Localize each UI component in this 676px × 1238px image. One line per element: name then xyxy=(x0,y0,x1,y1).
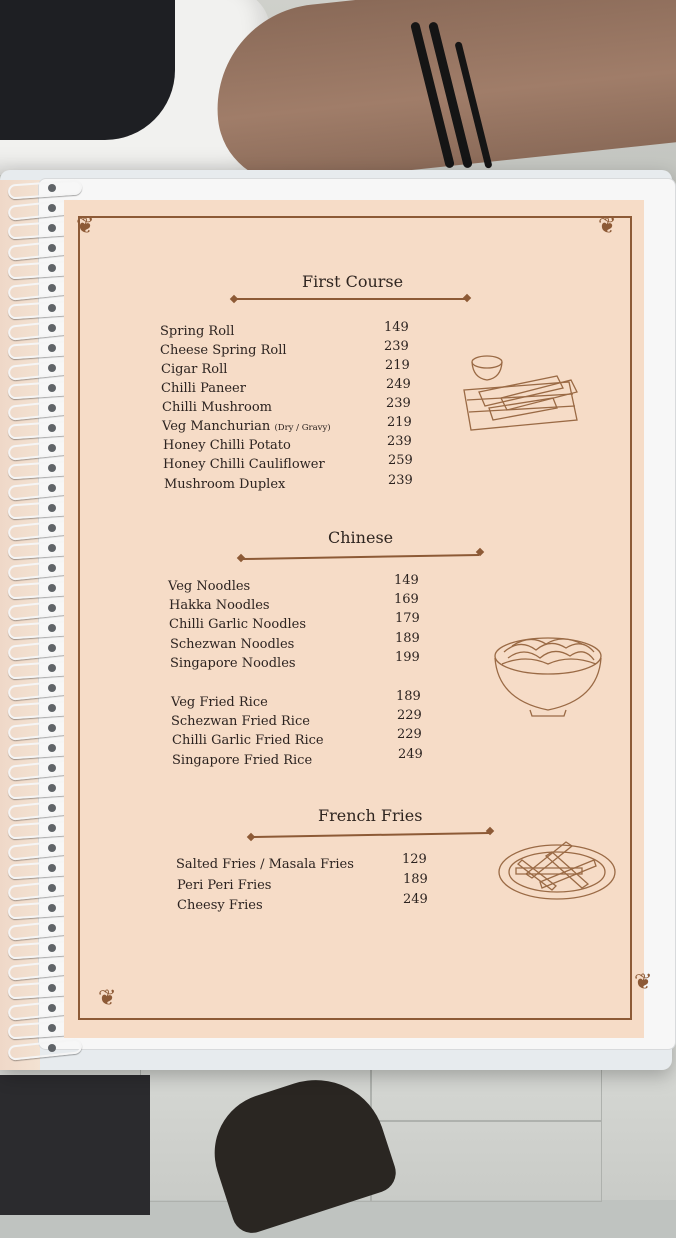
corner-ornament-icon: ❦ xyxy=(598,214,617,239)
binder-hole xyxy=(48,364,56,372)
binder-hole xyxy=(48,224,56,232)
menu-item-name: Cheesy Fries xyxy=(177,898,263,913)
menu-item-name: Chilli Paneer xyxy=(161,381,246,396)
binder-hole xyxy=(48,804,56,812)
menu-item-price: 239 xyxy=(384,339,409,354)
binder-hole xyxy=(48,944,56,952)
menu-item-name: Mushroom Duplex xyxy=(164,477,286,492)
binder-hole xyxy=(48,204,56,212)
menu-item-price: 239 xyxy=(386,396,411,411)
menu-item-name: Hakka Noodles xyxy=(169,598,270,613)
binder-hole xyxy=(48,544,56,552)
menu-page xyxy=(64,200,653,1038)
binder-hole xyxy=(48,1024,56,1032)
binder-hole xyxy=(48,264,56,272)
menu-item-name: Honey Chilli Cauliflower xyxy=(163,457,325,472)
menu-item-name: Cigar Roll xyxy=(161,362,228,377)
menu-item-price: 149 xyxy=(394,573,419,588)
menu-item-name: Schezwan Noodles xyxy=(170,637,295,652)
menu-item-name: Veg Noodles xyxy=(168,579,251,594)
menu-item-name: Cheese Spring Roll xyxy=(160,343,287,358)
binder-hole xyxy=(48,1044,56,1052)
binder-hole xyxy=(48,784,56,792)
binder-hole xyxy=(48,764,56,772)
menu-item-name: Honey Chilli Potato xyxy=(163,438,291,453)
menu-item-price: 249 xyxy=(386,377,411,392)
menu-item-price: 189 xyxy=(403,872,428,887)
spring-rolls-illustration-icon xyxy=(459,350,584,440)
person-dark-sleeve xyxy=(0,0,175,140)
binder-hole xyxy=(48,484,56,492)
binder-hole xyxy=(48,244,56,252)
menu-item-name: Chilli Mushroom xyxy=(162,400,273,415)
binder-hole xyxy=(48,704,56,712)
binder-hole xyxy=(48,424,56,432)
menu-item-price: 259 xyxy=(388,453,413,468)
binder-hole xyxy=(48,624,56,632)
menu-item-price: 249 xyxy=(398,747,423,762)
menu-item-price: 199 xyxy=(395,650,420,665)
binder-hole xyxy=(48,584,56,592)
menu-item-price: 179 xyxy=(395,611,420,626)
binder-hole xyxy=(48,924,56,932)
menu-item-price: 239 xyxy=(388,473,413,488)
menu-item-price: 189 xyxy=(395,631,420,646)
menu-item-price: 239 xyxy=(387,434,412,449)
binder-hole xyxy=(48,384,56,392)
fries-plate-illustration-icon xyxy=(496,832,618,904)
binder-hole xyxy=(48,1004,56,1012)
menu-item-name: Singapore Fried Rice xyxy=(172,753,313,768)
floor-tile xyxy=(370,1120,602,1202)
menu-item-price: 219 xyxy=(385,358,410,373)
binder-hole xyxy=(48,444,56,452)
menu-item-name: Chilli Garlic Fried Rice xyxy=(172,733,324,748)
binder-hole xyxy=(48,984,56,992)
menu-item-price: 249 xyxy=(403,892,428,907)
menu-item-name: Salted Fries / Masala Fries xyxy=(176,857,354,872)
menu-item-price: 229 xyxy=(397,727,422,742)
noodle-bowl-illustration-icon xyxy=(490,618,606,718)
binder-hole xyxy=(48,824,56,832)
menu-item-name: Singapore Noodles xyxy=(170,656,296,671)
binder-hole xyxy=(48,404,56,412)
menu-item-note: (Dry / Gravy) xyxy=(274,423,331,433)
binder-hole xyxy=(48,684,56,692)
section-title-first-course: First Course xyxy=(302,272,404,291)
binder-hole xyxy=(48,324,56,332)
dark-object xyxy=(0,1075,150,1215)
spiral-coil xyxy=(8,179,83,199)
menu-item-name xyxy=(162,419,331,434)
menu-item-price: 129 xyxy=(402,852,427,867)
binder-hole xyxy=(48,904,56,912)
binder-hole xyxy=(48,664,56,672)
binder-hole xyxy=(48,504,56,512)
binder-hole xyxy=(48,884,56,892)
section-title-french-fries: French Fries xyxy=(318,806,423,825)
binder-hole xyxy=(48,464,56,472)
menu-item-name: Schezwan Fried Rice xyxy=(171,714,310,729)
binder-hole xyxy=(48,724,56,732)
spiral-coil xyxy=(7,1038,82,1061)
binder-hole xyxy=(48,604,56,612)
menu-item-price: 169 xyxy=(394,592,419,607)
menu-item-name: Veg Fried Rice xyxy=(171,695,268,710)
binder-hole xyxy=(48,284,56,292)
menu-item-price: 219 xyxy=(387,415,412,430)
section-title-chinese: Chinese xyxy=(328,528,394,547)
menu-item-name: Peri Peri Fries xyxy=(177,878,272,893)
menu-item-price: 229 xyxy=(397,708,422,723)
binder-hole xyxy=(48,844,56,852)
binder-hole xyxy=(48,564,56,572)
binder-hole xyxy=(48,644,56,652)
menu-item-name: Chilli Garlic Noodles xyxy=(169,617,307,632)
binder-hole xyxy=(48,744,56,752)
section-divider xyxy=(236,298,466,300)
corner-ornament-icon: ❦ xyxy=(634,970,653,995)
menu-item-price: 189 xyxy=(396,689,421,704)
binder-hole xyxy=(48,864,56,872)
corner-ornament-icon: ❦ xyxy=(98,986,117,1011)
menu-item-name: Spring Roll xyxy=(160,324,235,339)
menu-item-price: 149 xyxy=(384,320,409,335)
binder-hole xyxy=(48,344,56,352)
binder-hole xyxy=(48,184,56,192)
corner-ornament-icon: ❦ xyxy=(76,214,95,239)
binder-hole xyxy=(48,304,56,312)
binder-hole xyxy=(48,964,56,972)
binder-hole xyxy=(48,524,56,532)
menu-item-label: Veg Manchurian xyxy=(162,419,271,434)
